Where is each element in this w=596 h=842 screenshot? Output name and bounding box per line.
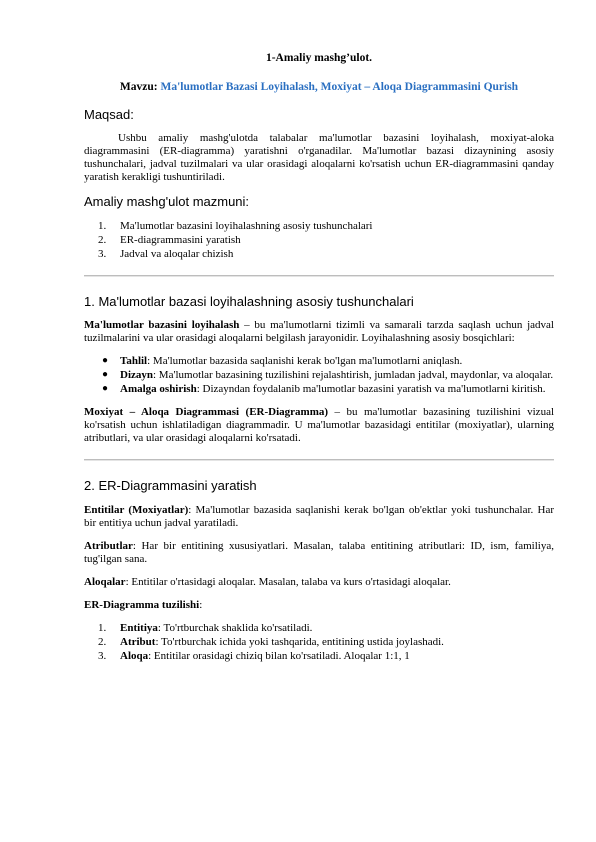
bullet-term: Amalga oshirish xyxy=(120,383,197,395)
bullet-text: : Ma'lumotlar bazasida saqlanishi kerak bo'lgan ma'lumotlarni aniqlash. xyxy=(147,355,463,367)
entities-text: : Ma'lumotlar bazasida saqlanishi kerak bo'lgan ob'ektlar yoki tushunchalar. Har bir entitiya uchun jadval yaratiladi. xyxy=(84,504,555,529)
list-item-text: Ma'lumotlar bazasini loyihalashning asosiy tushunchalari xyxy=(120,220,373,232)
list-item xyxy=(84,233,554,247)
list-item-term: Atribut xyxy=(120,636,156,648)
page-title: 1-Amaliy mashg’ulot. xyxy=(265,52,373,64)
list-item-text: ER-diagrammasini yaratish xyxy=(120,234,241,246)
er-term: Moxiyat – Aloqa Diagrammasi (ER-Diagramma) xyxy=(84,406,329,418)
section1-intro xyxy=(84,319,554,345)
topic-line xyxy=(84,81,554,94)
bullet-term: Dizayn xyxy=(120,369,153,381)
entities-term: Entitilar (Moxiyatlar) xyxy=(84,504,189,516)
attributes-paragraph xyxy=(84,540,554,566)
list-number: 1. xyxy=(98,622,107,634)
topic-text: Ma'lumotlar Bazasi Loyihalash, Moxiyat – Aloqa Diagrammasini Qurish xyxy=(160,81,519,93)
contents-list xyxy=(84,219,554,261)
bullet-term: Tahlil xyxy=(120,355,148,367)
list-item xyxy=(84,354,554,368)
section-divider xyxy=(84,275,554,277)
relations-text: : Entitilar o'rtasidagi aloqalar. Masalan, talaba va kurs o'rtasidagi aloqalar. xyxy=(125,576,451,588)
list-item xyxy=(84,621,554,635)
document-body xyxy=(84,52,554,663)
bullet-icon: ● xyxy=(102,383,109,394)
list-item-text: : Entitilar orasidagi chiziq bilan ko'rsatiladi. Aloqalar 1:1, 1 xyxy=(148,650,410,662)
structure-term: ER-Diagramma tuzilishi xyxy=(84,599,200,611)
list-number: 2. xyxy=(98,234,107,246)
goal-heading: Maqsad: xyxy=(84,107,134,122)
intro-term: Ma'lumotlar bazasini loyihalash xyxy=(84,319,240,331)
intro-text: – bu ma'lumotlarni tizimli va samarali tarzda saqlash uchun jadval tuzilmalarini va ular orasidagi aloqalarni belgilash jarayonidir. Loyihalashning asosiy bosqichlari: xyxy=(84,319,554,344)
attributes-term: Atributlar xyxy=(84,540,133,552)
section2-heading: 2. ER-Diagrammasini yaratish xyxy=(84,478,257,493)
list-item-text: : To'rtburchak shaklida ko'rsatiladi. xyxy=(157,622,313,634)
entities-paragraph xyxy=(84,504,554,530)
list-item-term: Aloqa xyxy=(120,650,149,662)
bullet-icon: ● xyxy=(102,369,109,380)
list-item xyxy=(84,382,554,396)
structure-list xyxy=(84,621,554,663)
section1-heading: 1. Ma'lumotlar bazasi loyihalashning asosiy tushunchalari xyxy=(84,294,414,309)
bullet-icon: ● xyxy=(102,355,109,366)
list-item xyxy=(84,219,554,233)
list-number: 3. xyxy=(98,650,107,662)
structure-colon: : xyxy=(199,599,203,611)
stages-list xyxy=(84,354,554,396)
list-item-term: Entitiya xyxy=(120,622,158,634)
list-number: 1. xyxy=(98,220,107,232)
contents-heading: Amaliy mashg'ulot mazmuni: xyxy=(84,194,250,209)
list-item-text: Jadval va aloqalar chizish xyxy=(120,248,234,260)
list-item xyxy=(84,368,554,382)
relations-paragraph xyxy=(84,576,554,589)
list-number: 2. xyxy=(98,636,107,648)
section-divider xyxy=(84,459,554,461)
structure-heading xyxy=(84,599,554,612)
bullet-text: : Dizayndan foydalanib ma'lumotlar bazasini yaratish va ma'lumotlarni kiritish. xyxy=(196,383,546,395)
relations-term: Aloqalar xyxy=(84,576,126,588)
topic-label: Mavzu: xyxy=(119,81,158,93)
list-number: 3. xyxy=(98,248,107,260)
list-item-text: : To'rtburchak ichida yoki tashqarida, entitining ustida joylashadi. xyxy=(155,636,444,648)
list-item xyxy=(84,649,554,663)
goal-paragraph: Ushbu amaliy mashg'ulotda talabalar ma'lumotlar bazasini loyihalash, moxiyat-aloka diagrammasini (ER-diagramma) yaratishni o'rganadilar. Ma'lumotlar bazasi dizaynining asosiy tushunchalari, jadval tuzilmalari va ular orasidagi aloqalarni ko'rsatish uchun ER-diagrammasini qanday yaratish kerakligi tushuntiriladi. xyxy=(84,132,554,183)
er-definition xyxy=(84,406,554,445)
bullet-text: : Ma'lumotlar bazasining tuzilishini rejalashtirish, jumladan jadval, maydonlar, va aloqalar. xyxy=(153,369,554,381)
er-text: – bu ma'lumotlar bazasining tuzilishini vizual ko'rsatish uchun ishlatiladigan diagrammadir. U ma'lumotlar bazasidagi entitilar (moxiyatlar), ularning atributlari, va ular orasidagi aloqalarni ko'rsatadi. xyxy=(84,406,555,444)
list-item xyxy=(84,247,554,261)
list-item xyxy=(84,635,554,649)
attributes-text: : Har bir entitining xususiyatlari. Masalan, talaba entitining atributlari: ID, ism, familiya, tug'ilgan sana. xyxy=(84,540,554,565)
